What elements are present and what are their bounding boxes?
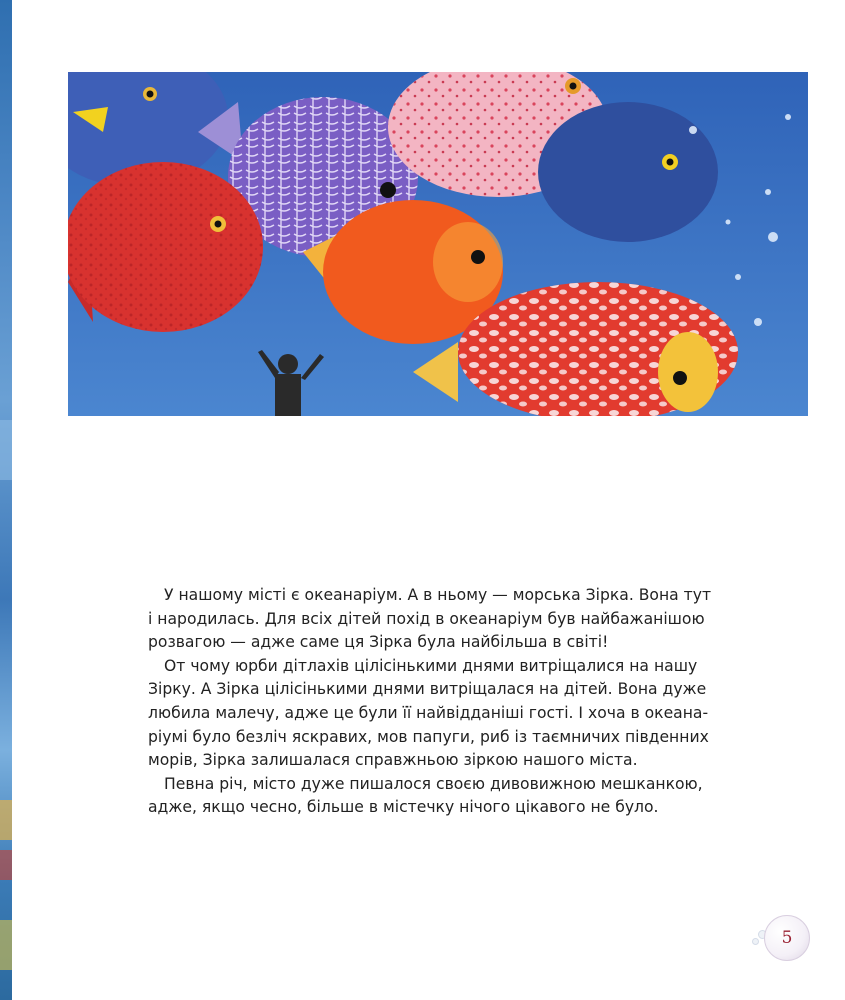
paragraph-3: Певна річ, місто дуже пишалося своєю дивовижною мешканкою, адже, якщо чесно, більше в містечку нічого цікавого не було. <box>148 774 703 817</box>
paragraph-1: У нашому місті є океанаріум. А в ньому — морська Зірка. Вона тут і народилась. Для всіх дітей похід в океанаріум був найбажанішою розвагою — адже саме ця Зірка була найбільша в світі! <box>148 586 712 652</box>
story-text <box>148 584 718 820</box>
paragraph-2: От чому юрби дітлахів цілісінькими днями витріщалися на нашу Зірку. А Зірка цілісінькими днями витріщалася на дітей. Вона дуже любила малечу, адже це були її найвідданіші гості. І хоча в океана- ріумі було безліч яскравих, мов папуги, риб із таємничих південних морів, Зірка залишалася справжньою зіркою нашого міста. <box>148 656 709 770</box>
blue-fish-right <box>538 102 718 242</box>
fish-illustration <box>68 72 808 416</box>
red-fish-left <box>68 162 263 332</box>
left-edge-illustration-strip <box>0 0 12 1000</box>
page-number-bubble <box>764 915 810 961</box>
page-number: 5 <box>781 928 793 948</box>
decor-bubble-small <box>752 938 759 945</box>
